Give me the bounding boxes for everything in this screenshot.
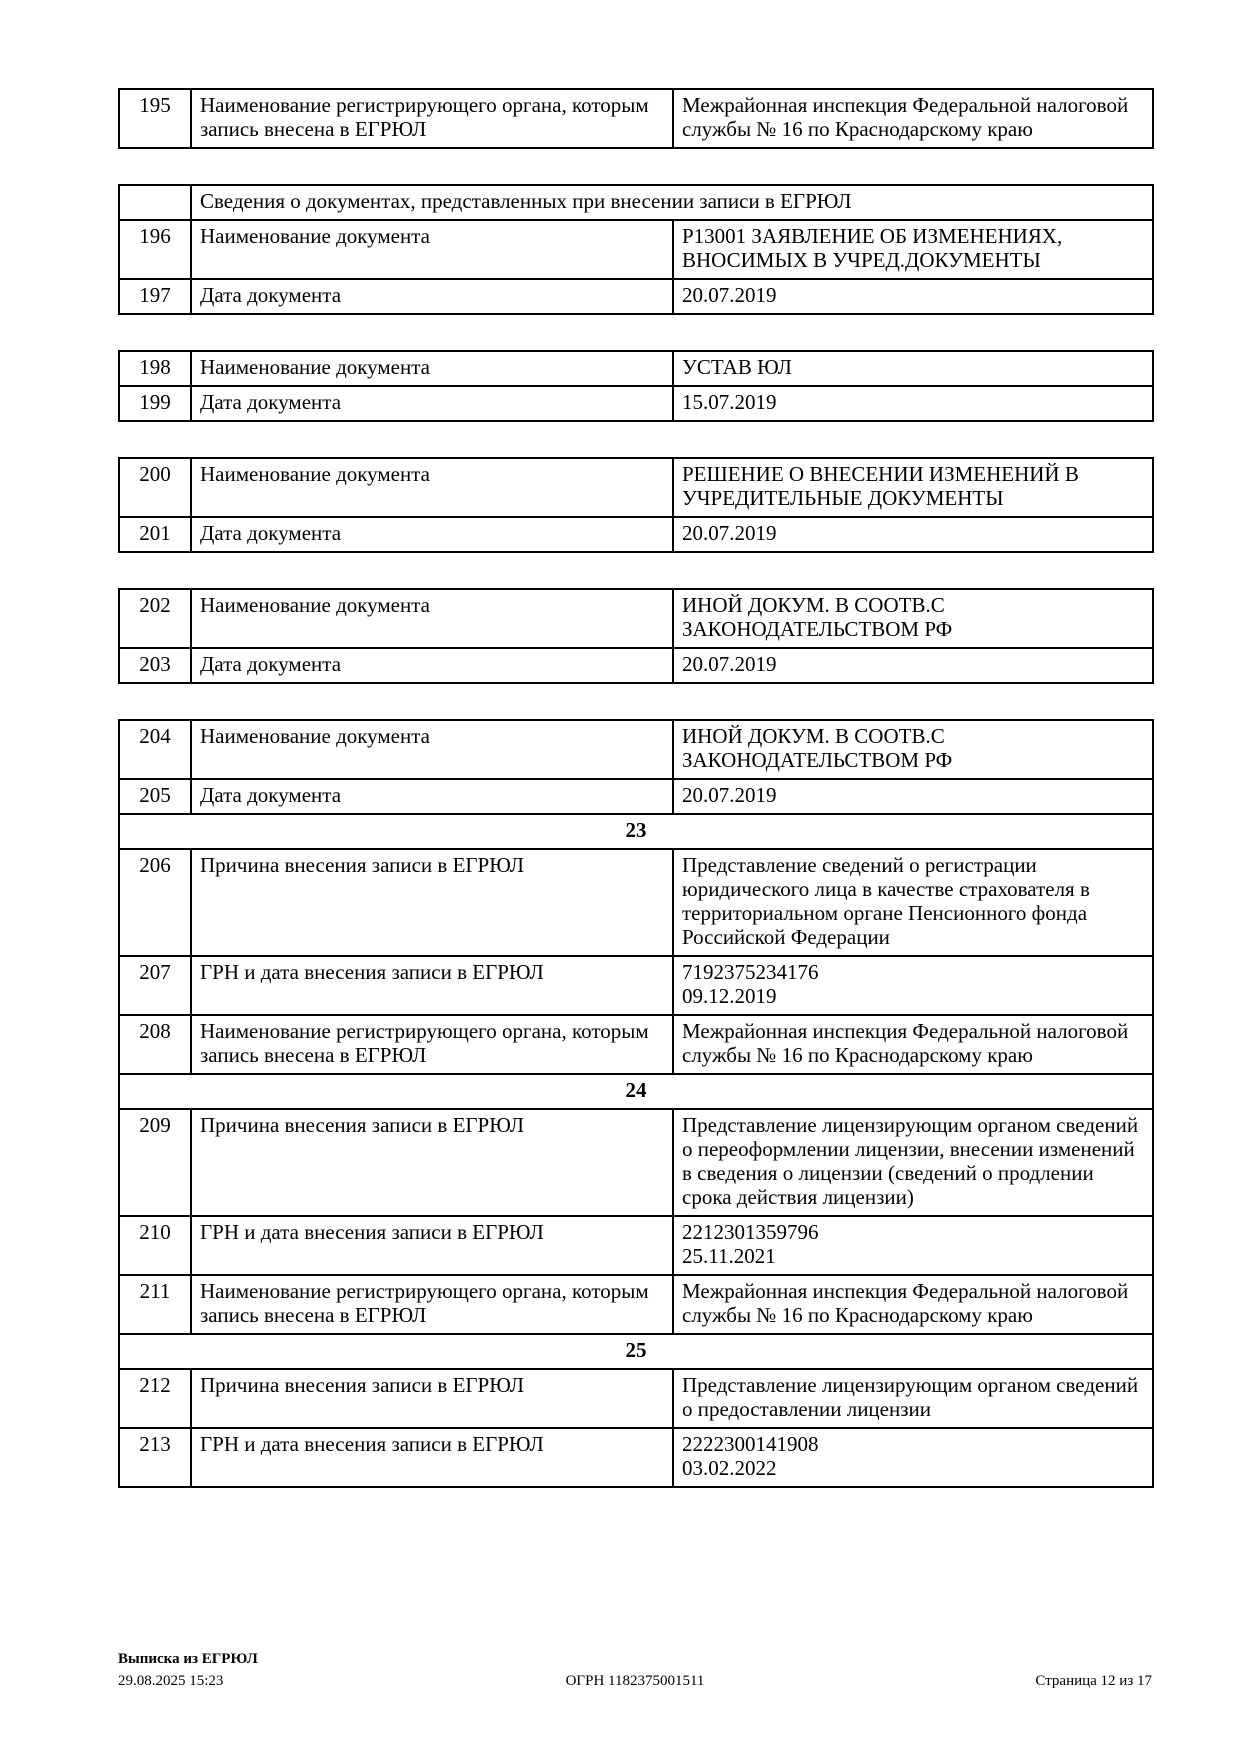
row-label: Наименование документа: [191, 220, 673, 279]
row-label: Причина внесения записи в ЕГРЮЛ: [191, 1369, 673, 1428]
documents-section-title: Сведения о документах, представленных при внесении записи в ЕГРЮЛ: [191, 185, 1153, 220]
row-number: 197: [119, 279, 191, 314]
record-row-196: [119, 220, 1153, 279]
page-footer: [118, 1648, 1152, 1692]
row-number: 205: [119, 779, 191, 814]
row-number: 207: [119, 956, 191, 1015]
row-label: ГРН и дата внесения записи в ЕГРЮЛ: [191, 1216, 673, 1275]
row-label: Наименование документа: [191, 720, 673, 779]
row-number: 200: [119, 458, 191, 517]
documents-section-header-row: [119, 185, 1153, 220]
row-number: 206: [119, 849, 191, 956]
record-row-208: [119, 1015, 1153, 1074]
record-row-204: [119, 720, 1153, 779]
table-block-3: [118, 350, 1154, 422]
row-label: Наименование документа: [191, 589, 673, 648]
row-value: Р13001 ЗАЯВЛЕНИЕ ОБ ИЗМЕНЕНИЯХ, ВНОСИМЫХ В УЧРЕД.ДОКУМЕНТЫ: [673, 220, 1153, 279]
row-value: 20.07.2019: [673, 517, 1153, 552]
row-label: Дата документа: [191, 386, 673, 421]
record-row-213: [119, 1428, 1153, 1487]
record-row-210: [119, 1216, 1153, 1275]
record-row-212: [119, 1369, 1153, 1428]
row-label: Дата документа: [191, 279, 673, 314]
empty-number-cell: [119, 185, 191, 220]
row-number: 204: [119, 720, 191, 779]
row-value: Межрайонная инспекция Федеральной налоговой службы № 16 по Краснодарскому краю: [673, 1275, 1153, 1334]
row-label: Наименование документа: [191, 351, 673, 386]
section-number: 24: [119, 1074, 1153, 1109]
row-value: УСТАВ ЮЛ: [673, 351, 1153, 386]
row-value: РЕШЕНИЕ О ВНЕСЕНИИ ИЗМЕНЕНИЙ В УЧРЕДИТЕЛЬНЫЕ ДОКУМЕНТЫ: [673, 458, 1153, 517]
section-header-25: [119, 1334, 1153, 1369]
record-row-205: [119, 779, 1153, 814]
table-block-2: [118, 184, 1154, 315]
footer-page-number: Страница 12 из 17: [1035, 1673, 1153, 1689]
row-label: Наименование регистрирующего органа, которым запись внесена в ЕГРЮЛ: [191, 89, 673, 148]
record-row-198: [119, 351, 1153, 386]
table-block-1: [118, 88, 1154, 149]
row-value: Межрайонная инспекция Федеральной налоговой службы № 16 по Краснодарскому краю: [673, 1015, 1153, 1074]
row-label: Дата документа: [191, 779, 673, 814]
record-row-211: [119, 1275, 1153, 1334]
record-row-200: [119, 458, 1153, 517]
record-row-202: [119, 589, 1153, 648]
row-value: ИНОЙ ДОКУМ. В СООТВ.С ЗАКОНОДАТЕЛЬСТВОМ РФ: [673, 720, 1153, 779]
table-block-6: [118, 719, 1154, 1488]
row-number: 199: [119, 386, 191, 421]
row-label: Дата документа: [191, 517, 673, 552]
row-value: Представление лицензирующим органом сведений о переоформлении лицензии, внесении изменений в сведения о лицензии (сведений о продлении срока действия лицензии): [673, 1109, 1153, 1216]
row-value: 2212301359796 25.11.2021: [673, 1216, 1153, 1275]
row-number: 211: [119, 1275, 191, 1334]
footer-generated-datetime: 29.08.2025 15:23: [118, 1673, 224, 1689]
record-row-201: [119, 517, 1153, 552]
row-number: 210: [119, 1216, 191, 1275]
footer-doc-type: Выписка из ЕГРЮЛ: [118, 1651, 258, 1667]
row-label: Причина внесения записи в ЕГРЮЛ: [191, 1109, 673, 1216]
row-number: 212: [119, 1369, 191, 1428]
record-row-206: [119, 849, 1153, 956]
row-number: 203: [119, 648, 191, 683]
record-row-209: [119, 1109, 1153, 1216]
row-value: 20.07.2019: [673, 279, 1153, 314]
record-row-207: [119, 956, 1153, 1015]
row-value: Представление лицензирующим органом сведений о предоставлении лицензии: [673, 1369, 1153, 1428]
row-number: 198: [119, 351, 191, 386]
row-label: Наименование регистрирующего органа, которым запись внесена в ЕГРЮЛ: [191, 1015, 673, 1074]
section-header-24: [119, 1074, 1153, 1109]
row-value: 2222300141908 03.02.2022: [673, 1428, 1153, 1487]
row-label: Причина внесения записи в ЕГРЮЛ: [191, 849, 673, 956]
row-number: 201: [119, 517, 191, 552]
row-value: Представление сведений о регистрации юридического лица в качестве страхователя в территориальном органе Пенсионного фонда Российской Федерации: [673, 849, 1153, 956]
row-number: 208: [119, 1015, 191, 1074]
row-label: ГРН и дата внесения записи в ЕГРЮЛ: [191, 1428, 673, 1487]
table-block-5: [118, 588, 1154, 684]
egrul-extract-content: [118, 88, 1152, 1523]
section-number: 23: [119, 814, 1153, 849]
row-value: 20.07.2019: [673, 779, 1153, 814]
record-row-197: [119, 279, 1153, 314]
row-label: Дата документа: [191, 648, 673, 683]
table-block-4: [118, 457, 1154, 553]
row-number: 209: [119, 1109, 191, 1216]
row-value: 15.07.2019: [673, 386, 1153, 421]
row-value: 20.07.2019: [673, 648, 1153, 683]
row-number: 196: [119, 220, 191, 279]
row-label: Наименование регистрирующего органа, которым запись внесена в ЕГРЮЛ: [191, 1275, 673, 1334]
record-row-195: [119, 89, 1153, 148]
footer-ogrn: ОГРН 1182375001511: [565, 1673, 705, 1689]
record-row-199: [119, 386, 1153, 421]
section-header-23: [119, 814, 1153, 849]
row-value: 7192375234176 09.12.2019: [673, 956, 1153, 1015]
footer-left-block: [118, 1648, 463, 1692]
row-number: 195: [119, 89, 191, 148]
row-value: Межрайонная инспекция Федеральной налоговой службы № 16 по Краснодарскому краю: [673, 89, 1153, 148]
record-row-203: [119, 648, 1153, 683]
row-label: Наименование документа: [191, 458, 673, 517]
section-number: 25: [119, 1334, 1153, 1369]
row-value: ИНОЙ ДОКУМ. В СООТВ.С ЗАКОНОДАТЕЛЬСТВОМ РФ: [673, 589, 1153, 648]
row-label: ГРН и дата внесения записи в ЕГРЮЛ: [191, 956, 673, 1015]
row-number: 202: [119, 589, 191, 648]
row-number: 213: [119, 1428, 191, 1487]
